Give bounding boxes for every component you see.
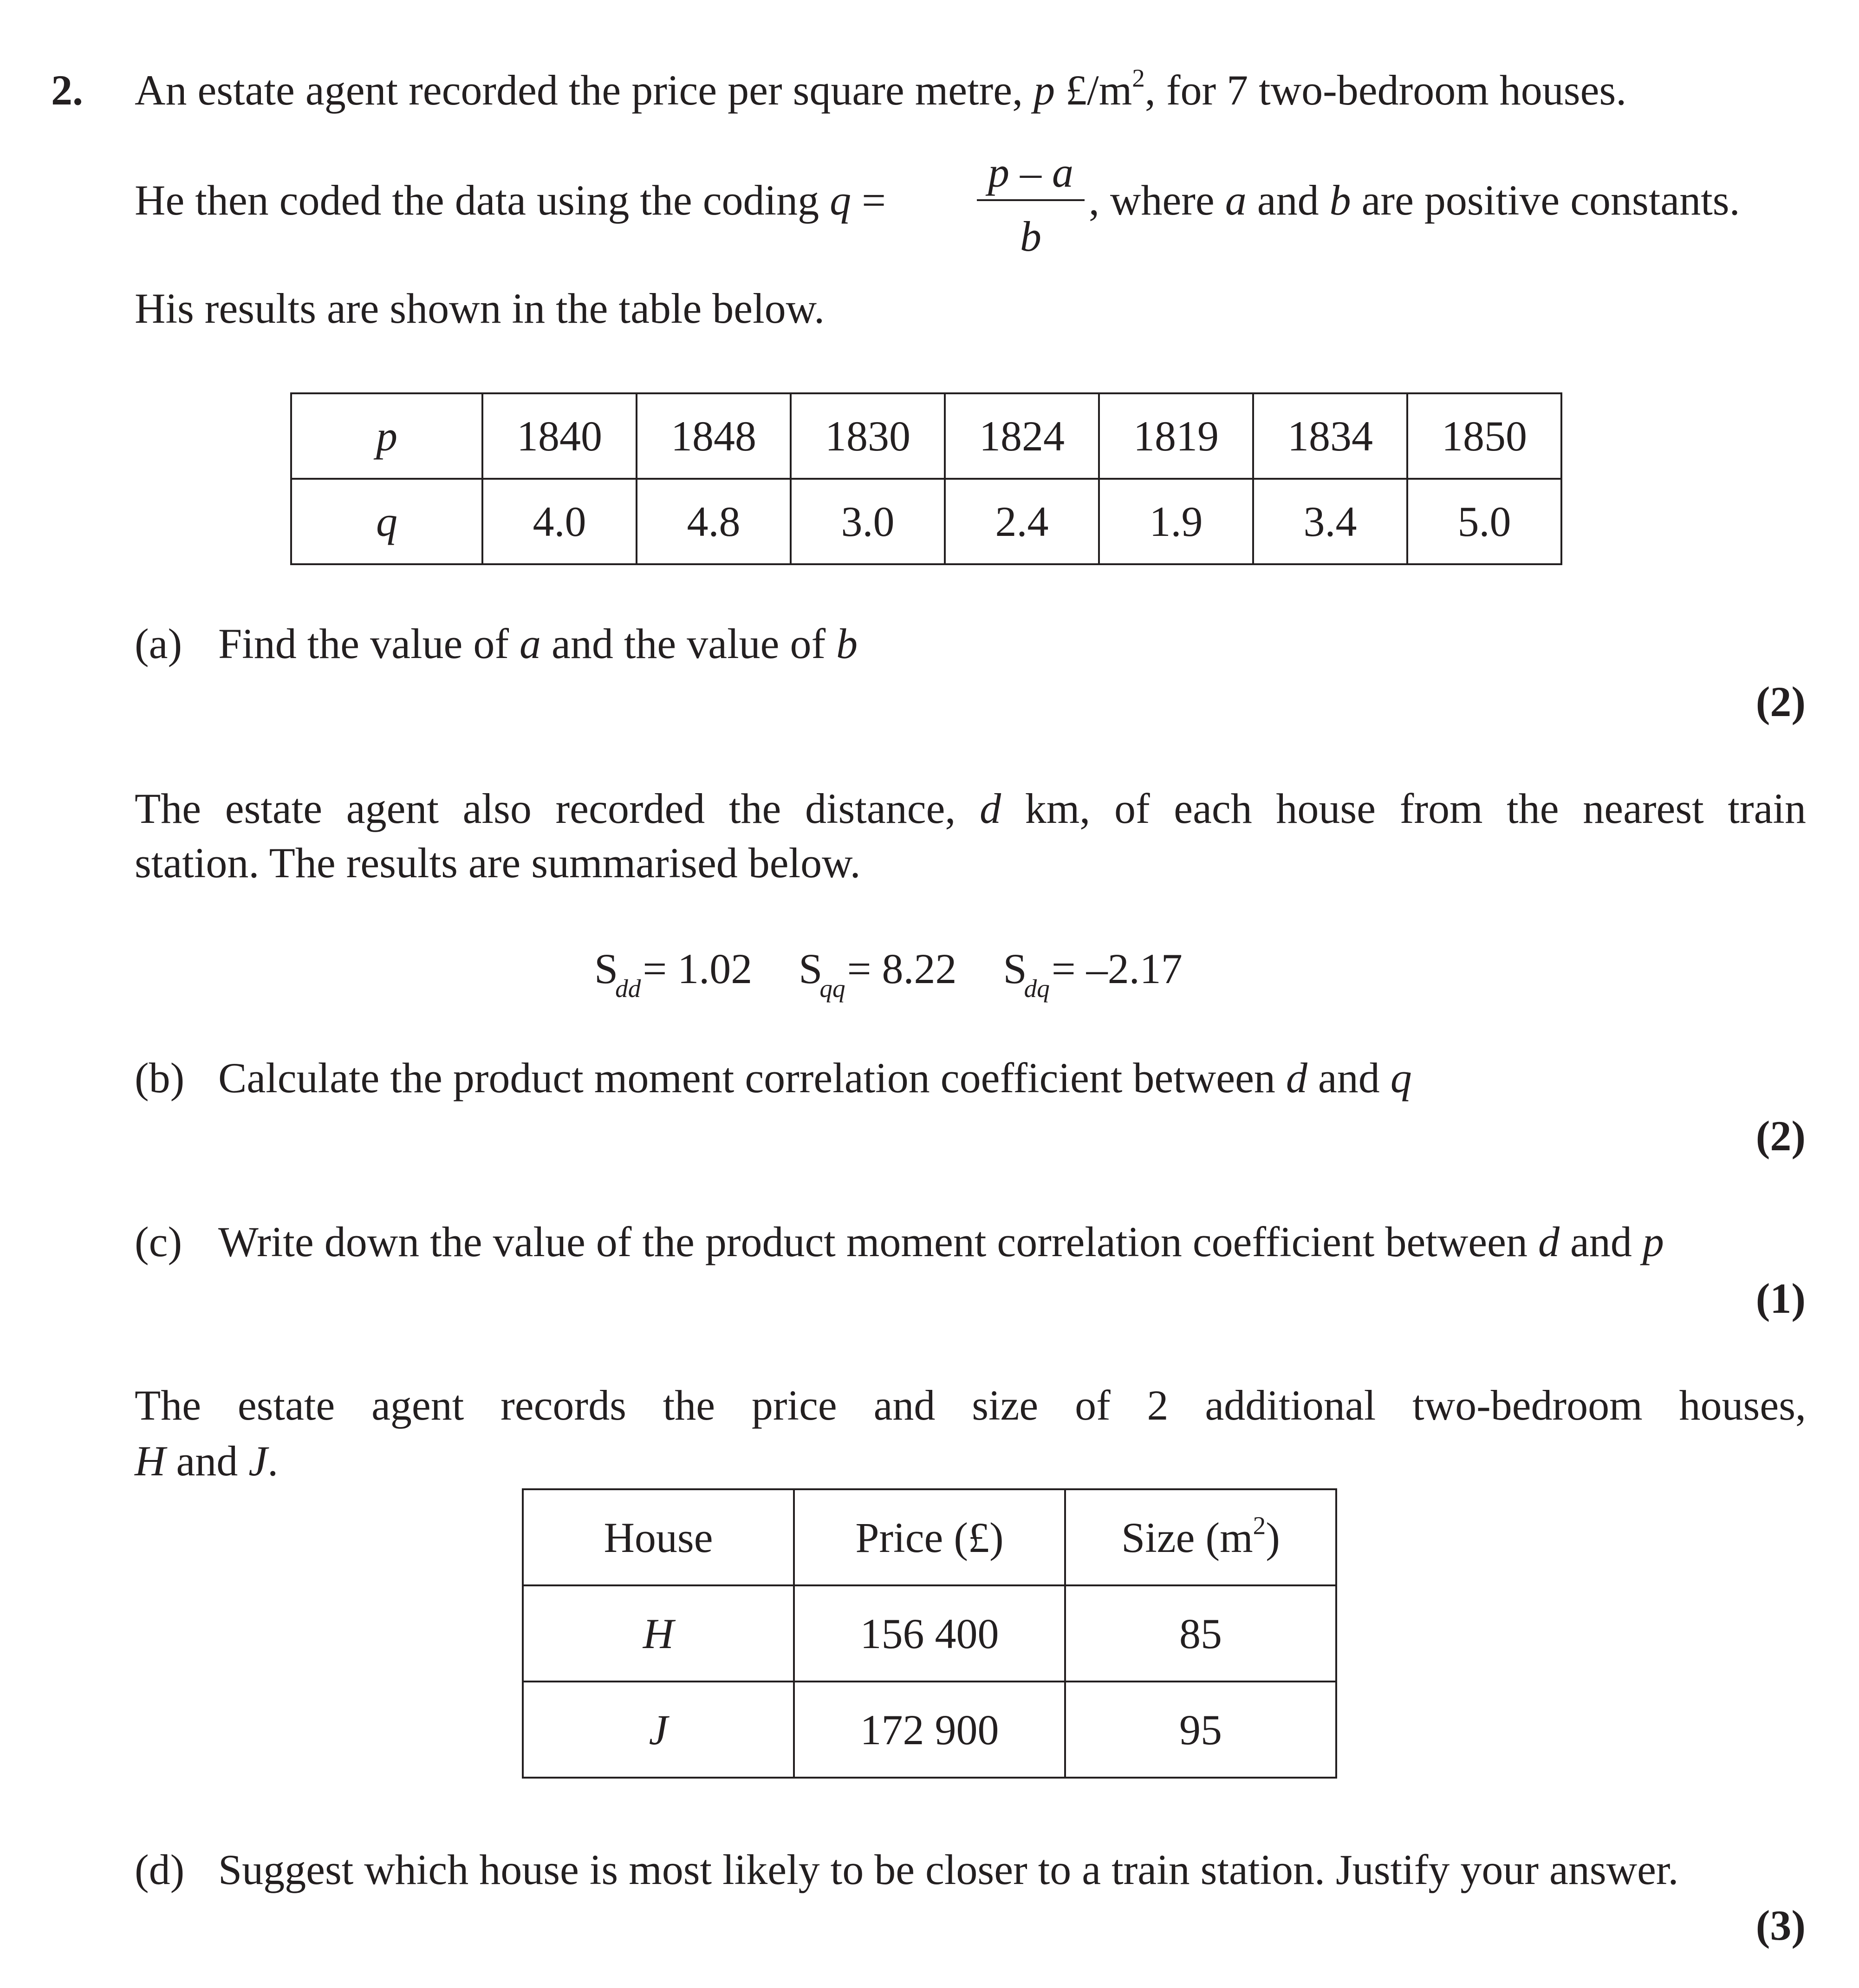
var-q: q (1390, 1054, 1412, 1102)
para2-text-1: The estate agent also recorded the distance, (135, 785, 980, 832)
part-d-text: Suggest which house is most likely to be closer to a train station. Justify your answer. (218, 1846, 1679, 1893)
table-cell: 3.4 (1253, 479, 1407, 564)
s-subscript: qq (819, 974, 845, 1003)
var-b: b (836, 620, 858, 667)
header-house: House (523, 1489, 794, 1585)
table-cell: 4.8 (637, 479, 791, 564)
row-label-q: q (291, 479, 482, 564)
part-c-text-1: Write down the value of the product moment correlation coefficient between (218, 1218, 1538, 1265)
price-cell: 172 900 (794, 1682, 1065, 1778)
part-a-text-1: Find the value of (218, 620, 520, 667)
part-b-text-2: and (1307, 1054, 1391, 1102)
para3-line-2 (135, 1437, 279, 1485)
table-cell: 1850 (1407, 393, 1561, 479)
table-cell: 1830 (791, 393, 945, 479)
part-a-text (218, 622, 858, 665)
table-cell: 1819 (1099, 393, 1253, 479)
fraction-numerator: p – a (988, 149, 1073, 196)
sdd-value: = 1.02 (643, 945, 753, 992)
para2-line-2: station. The results are summarised below. (135, 839, 861, 886)
and-text: and (1246, 176, 1330, 224)
table-cell: 1848 (637, 393, 791, 479)
part-c-marks: (1) (1755, 1275, 1806, 1322)
house-cell: J (523, 1682, 794, 1778)
sdq-value: = –2.17 (1051, 945, 1183, 992)
header-size (1065, 1489, 1336, 1585)
intro-line-2 (135, 176, 886, 224)
var-b: b (1329, 176, 1351, 224)
table-cell: 5.0 (1407, 479, 1561, 564)
size-cell: 95 (1065, 1682, 1336, 1778)
var-h: H (135, 1437, 166, 1485)
fraction-denominator: b (1020, 213, 1041, 260)
table-row-p (291, 393, 1561, 479)
houses-table (522, 1488, 1337, 1779)
intro-text: An estate agent recorded the price per square metre, (135, 66, 1034, 114)
table-cell: 2.4 (945, 479, 1099, 564)
var-a: a (520, 620, 541, 667)
price-cell: 156 400 (794, 1585, 1065, 1682)
part-b-label: (b) (135, 1054, 185, 1102)
unit-superscript: 2 (1132, 64, 1145, 92)
intro-line-3: His results are shown in the table below. (135, 285, 825, 332)
constants-text: are positive constants. (1351, 176, 1740, 224)
coding-fraction (975, 151, 1086, 258)
header-size-close: ) (1266, 1513, 1280, 1561)
s-subscript: dd (615, 974, 641, 1003)
part-c-text-2: and (1559, 1218, 1643, 1265)
table-header-row (523, 1489, 1336, 1585)
table-row-q (291, 479, 1561, 564)
s-symbol: S (799, 945, 823, 992)
part-a-marks: (2) (1755, 678, 1806, 725)
para2-line-1 (135, 787, 1806, 830)
header-size-superscript: 2 (1253, 1511, 1266, 1539)
table-row (523, 1585, 1336, 1682)
question-number: 2. (51, 66, 83, 114)
table-row (523, 1682, 1336, 1778)
part-d-marks: (3) (1755, 1902, 1806, 1949)
header-price: Price (£) (794, 1489, 1065, 1585)
table-cell: 1834 (1253, 393, 1407, 479)
s-symbol: S (594, 945, 618, 992)
para3-line-1: The estate agent records the price and size of 2 additional two-bedroom houses, (135, 1382, 1806, 1429)
row-label-p: p (291, 393, 482, 479)
header-size-text: Size (m (1121, 1513, 1253, 1561)
size-cell: 85 (1065, 1585, 1336, 1682)
part-c-label: (c) (135, 1218, 182, 1265)
table-cell: 1.9 (1099, 479, 1253, 564)
unit-text: £/m (1055, 66, 1132, 114)
var-d: d (1538, 1218, 1560, 1265)
part-b-marks: (2) (1755, 1112, 1806, 1160)
period: . (267, 1437, 279, 1485)
table-cell: 4.0 (482, 479, 637, 564)
where-text: , where (1089, 176, 1225, 224)
var-p: p (1034, 66, 1055, 114)
var-p: p (1642, 1218, 1664, 1265)
equals-sign: = (851, 176, 886, 224)
var-j: J (248, 1437, 268, 1485)
sqq-value: = 8.22 (847, 945, 957, 992)
intro-text-end: , for 7 two-bedroom houses. (1144, 66, 1627, 114)
s-symbol: S (1003, 945, 1027, 992)
var-a: a (1225, 176, 1247, 224)
part-a-text-2: and the value of (541, 620, 837, 667)
part-b-text-1: Calculate the product moment correlation coefficient between (218, 1054, 1286, 1102)
s-subscript: dq (1024, 974, 1050, 1003)
part-a-label: (a) (135, 620, 182, 667)
para2-text-2: km, of each house from the nearest train (1001, 785, 1806, 832)
var-d: d (1286, 1054, 1307, 1102)
coding-text: He then coded the data using the coding (135, 176, 830, 224)
part-d-label: (d) (135, 1846, 185, 1893)
table-cell: 1840 (482, 393, 637, 479)
part-b-text (218, 1054, 1412, 1102)
summary-statistics (594, 945, 1183, 1003)
var-d: d (980, 785, 1001, 832)
price-coded-table (290, 392, 1562, 565)
var-q: q (830, 176, 852, 224)
table-cell: 1824 (945, 393, 1099, 479)
intro-line-2-rest (1089, 176, 1740, 224)
house-cell: H (523, 1585, 794, 1682)
and-text: and (165, 1437, 249, 1485)
table-cell: 3.0 (791, 479, 945, 564)
intro-line-1 (135, 64, 1627, 114)
part-c-text (218, 1220, 1664, 1263)
